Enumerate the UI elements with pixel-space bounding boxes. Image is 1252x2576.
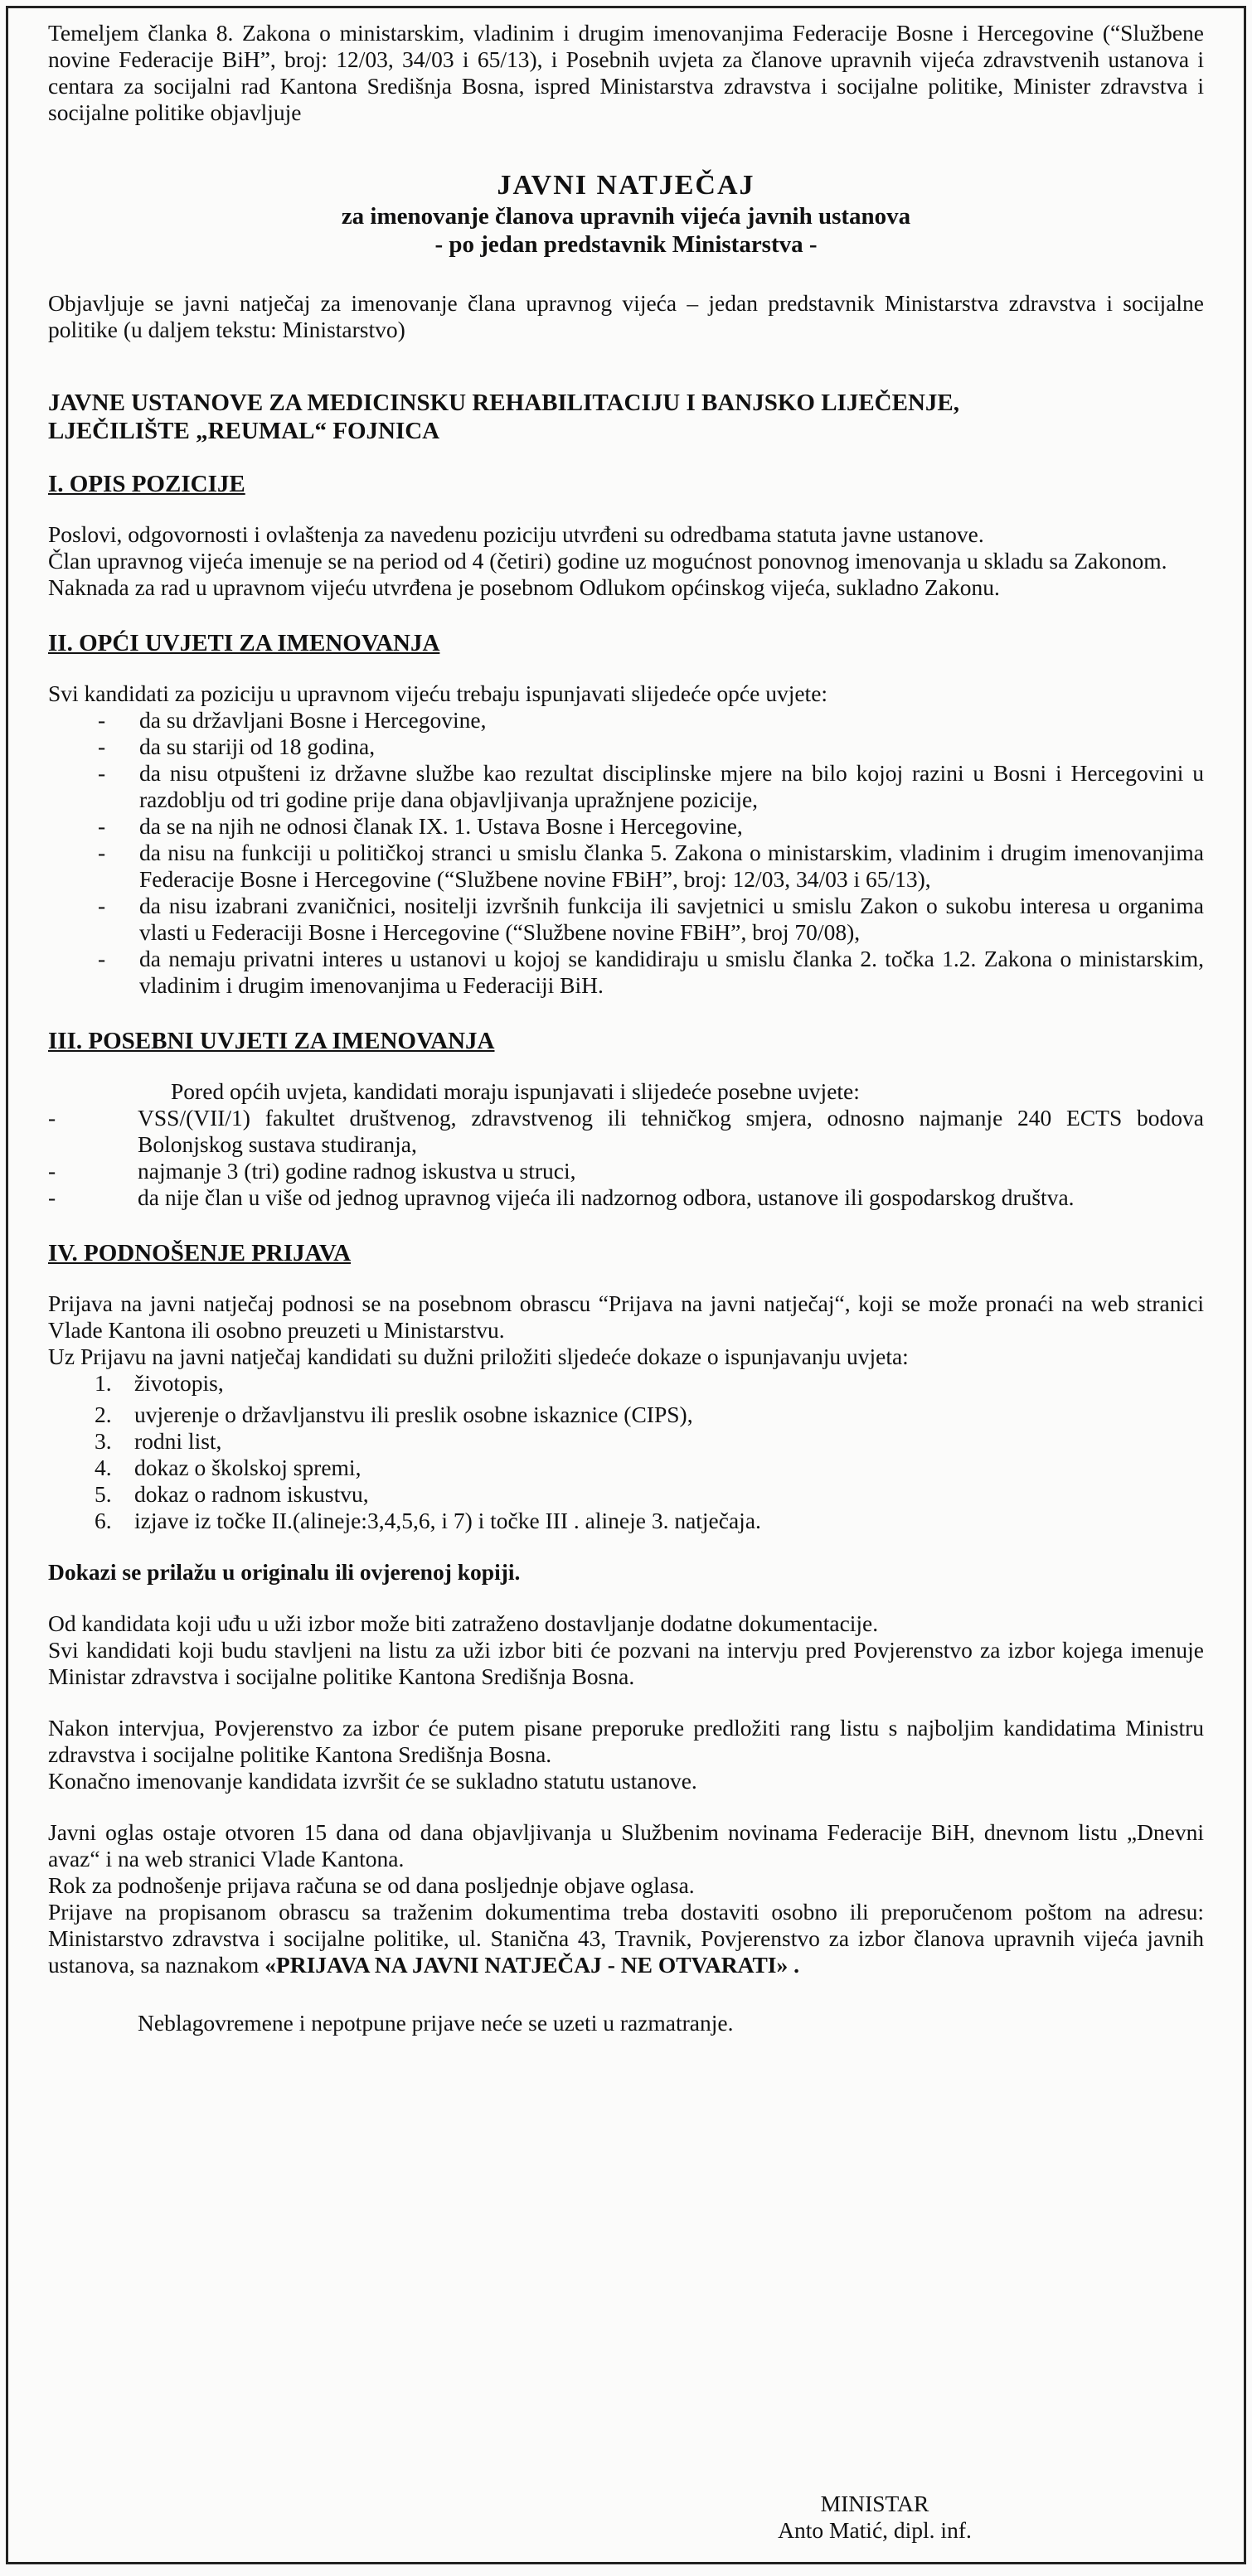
list-item (48, 1428, 1204, 1455)
list-item-number: 2. (95, 1402, 112, 1427)
list-item: - da nisu na funkciji u političkoj stranci u smislu članka 5. Zakona o ministarskim, vladinim i drugim imenovanjima Federacije Bosne i Hercegovine (“Službene novine FBiH”, broj: 12/03, 34/03 i 65/13), (48, 840, 1204, 893)
list-item (48, 1370, 1204, 1397)
closing-note: Neblagovremene i nepotpune prijave neće se uzeti u razmatranje. (138, 2010, 734, 2036)
list-item (48, 1508, 1204, 1534)
submission-label: «PRIJAVA NA JAVNI NATJEČAJ - NE OTVARATI» . (264, 1952, 800, 1978)
section-4-paragraph: Rok za podnošenje prijava računa se od dana posljednje objave oglasa. (48, 1872, 695, 1898)
title-subtitle-2: - po jedan predstavnik Ministarstva - (434, 231, 818, 258)
required-documents-list (48, 1370, 1204, 1534)
section-4-paragraph: Nakon intervjua, Povjerenstvo za izbor će putem pisane preporuke predložiti rang listu s najboljim kandidatima Ministru zdravstva i socijalne politike Kantona Središnja Bosna. (48, 1715, 1204, 1767)
list-item: - da nisu izabrani zvaničnici, nositelji izvršnih funkcija ili savjetnici u smislu Zakon o sukobu interesa u organima vlasti u Federaciji Bosne i Hercegovine (“Službene novine FBiH”, broj 70/08), (48, 893, 1204, 946)
document-page (6, 6, 1246, 2564)
list-item-text: uvjerenje o državljanstvu ili preslik osobne iskaznice (CIPS), (134, 1402, 693, 1427)
list-item: - da nije član u više od jednog upravnog vijeća ili nadzornog odbora, ustanove ili gospodarskog društva. (48, 1184, 1204, 1211)
title-subtitle-1: za imenovanje članova upravnih vijeća javnih ustanova (341, 203, 911, 230)
section-podnosenje-prijava (48, 1239, 1204, 2036)
list-item: - da su državljani Bosne i Hercegovine, (48, 707, 1204, 734)
signature-role: MINISTAR (820, 2491, 929, 2516)
list-item-number: 5. (95, 1481, 112, 1507)
originals-note: Dokazi se prilažu u originalu ili ovjerenoj kopiji. (48, 1559, 521, 1585)
section-4-paragraph: Svi kandidati koji budu stavljeni na listu za uži izbor biti će pozvani na intervju pred Povjerenstvo za izbor kojega imenuje Ministar zdravstva i socijalne politike Kantona Središnja Bosna. (48, 1637, 1204, 1689)
section-4-paragraph: Konačno imenovanje kandidata izvršit će se sukladno statutu ustanove. (48, 1768, 697, 1794)
announcement-paragraph: Objavljuje se javni natječaj za imenovanje člana upravnog vijeća – jedan predstavnik Ministarstva zdravstva i socijalne politike (u daljem tekstu: Ministarstvo) (48, 290, 1204, 342)
intro-paragraph: Temeljem članka 8. Zakona o ministarskim, vladinim i drugim imenovanjima Federacije Bosne i Hercegovine (“Službene novine Federacije BiH”, broj: 12/03, 34/03 i 65/13), i Posebnih uvjeta za članove upravnih vijeća zdravstvenih ustanova i centara za socijalni rad Kantona Središnja Bosna, ispred Ministarstva zdravstva i socijalne politike, Minister zdravstva i socijalne politike objavljuje (48, 20, 1204, 125)
section-2-lead: Svi kandidati za poziciju u upravnom vijeću trebaju ispunjavati slijedeće opće uvjete: (48, 680, 828, 706)
submission-text: Prijave na propisanom obrascu sa traženim dokumentima treba dostaviti osobno ili preporučenom poštom na adresu: Ministarstvo zdravstva i socijalne politike, ul. Stanična 43, Travnik, Povjerenstvo za izbor članova upravnih vijeća javnih ustanova, sa naznakom (48, 1899, 1204, 1978)
list-item-number: 3. (95, 1428, 112, 1454)
list-item (48, 1455, 1204, 1481)
list-item-number: 4. (95, 1455, 112, 1480)
section-4-paragraph: Od kandidata koji uđu u uži izbor može biti zatraženo dostavljanje dodatne dokumentacije. (48, 1610, 879, 1636)
institution-line-1: JAVNE USTANOVE ZA MEDICINSKU REHABILITACIJU I BANJSKO LIJEČENJE, (48, 390, 959, 416)
signature-name: Anto Matić, dipl. inf. (778, 2517, 972, 2543)
list-item-text: životopis, (134, 1370, 224, 1396)
list-item (48, 1402, 1204, 1428)
list-item (48, 1481, 1204, 1508)
document-title: JAVNI NATJEČAJ (497, 170, 755, 201)
section-opis-pozicije (48, 470, 1204, 601)
section-heading-2: II. OPĆI UVJETI ZA IMENOVANJA (48, 630, 440, 656)
list-item: - VSS/(VII/1) fakultet društvenog, zdravstvenog ili tehničkog smjera, odnosno najmanje 240 ECTS bodova Bolonjskog sustava studiranja, (48, 1105, 1204, 1158)
title-block (48, 169, 1204, 259)
institution-line-2: LJEČILIŠTE „REUMAL“ FOJNICA (48, 418, 440, 444)
list-item: - da su stariji od 18 godina, (48, 734, 1204, 760)
list-item: - najmanje 3 (tri) godine radnog iskustva u struci, (48, 1158, 1204, 1184)
list-item: - da nemaju privatni interes u ustanovi u kojoj se kandidiraju u smislu članka 2. točka 1.2. Zakona o ministarskim, vladinim i drugim imenovanjima u Federaciji BiH. (48, 946, 1204, 999)
general-conditions-list (48, 707, 1204, 999)
section-heading-4: IV. PODNOŠENJE PRIJAVA (48, 1240, 352, 1266)
submission-paragraph (48, 1899, 1204, 1978)
section-posebni-uvjeti (48, 1027, 1204, 1211)
list-item-text: rodni list, (134, 1428, 222, 1454)
section-1-paragraph: Član upravnog vijeća imenuje se na period od 4 (četiri) godine uz mogućnost ponovnog imenovanja u skladu sa Zakonom. (48, 548, 1167, 574)
list-item: - da se na njih ne odnosi članak IX. 1. Ustava Bosne i Hercegovine, (48, 813, 1204, 840)
section-4-paragraph: Javni oglas ostaje otvoren 15 dana od dana objavljivanja u Službenim novinama Federacije BiH, dnevnom listu „Dnevni avaz“ i na web stranici Vlade Kantona. (48, 1819, 1204, 1871)
section-4-paragraph: Prijava na javni natječaj podnosi se na posebnom obrascu “Prijava na javni natječaj“, koji se može pronaći na web stranici Vlade Kantona ili osobno preuzeti u Ministarstvu. (48, 1290, 1204, 1343)
section-1-paragraph: Poslovi, odgovornosti i ovlaštenja za navedenu poziciju utvrđeni su odredbama statuta javne ustanove. (48, 521, 984, 547)
section-heading-3: III. POSEBNI UVJETI ZA IMENOVANJA (48, 1028, 495, 1054)
list-item-text: dokaz o školskoj spremi, (134, 1455, 362, 1480)
list-item-number: 6. (95, 1508, 112, 1533)
signature-block (755, 2491, 995, 2544)
special-conditions-list (48, 1105, 1204, 1211)
list-item-text: izjave iz točke II.(alineje:3,4,5,6, i 7) i točke III . alineje 3. natječaja. (134, 1508, 761, 1533)
institution-heading (48, 389, 1204, 445)
list-item-number: 1. (95, 1370, 112, 1396)
list-item: - da nisu otpušteni iz državne službe kao rezultat disciplinske mjere na bilo kojoj razini u Bosni i Hercegovini u razdoblju od tri godine prije dana objavljivanja upražnjene pozicije, (48, 760, 1204, 813)
section-opci-uvjeti (48, 629, 1204, 999)
section-1-paragraph: Naknada za rad u upravnom vijeću utvrđena je posebnom Odlukom općinskog vijeća, sukladno Zakonu. (48, 574, 1000, 600)
section-4-paragraph: Uz Prijavu na javni natječaj kandidati su dužni priložiti sljedeće dokaze o ispunjavanju uvjeta: (48, 1344, 909, 1369)
section-3-lead: Pored općih uvjeta, kandidati moraju ispunjavati i slijedeće posebne uvjete: (171, 1078, 860, 1104)
list-item-text: dokaz o radnom iskustvu, (134, 1481, 369, 1507)
section-heading-1: I. OPIS POZICIJE (48, 471, 245, 497)
